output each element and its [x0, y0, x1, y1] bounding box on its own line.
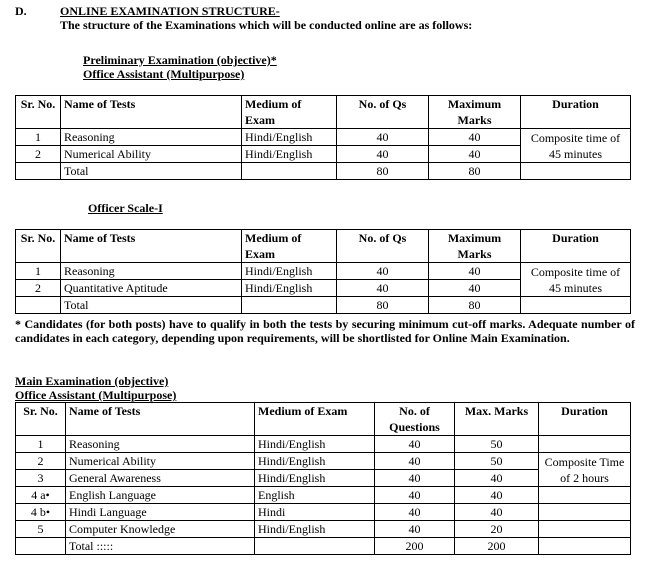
table-row: 2 Numerical Ability Hindi/English 40 50 Composite Time of 2 hours	[16, 453, 631, 470]
qualification-note: * Candidates (for both posts) have to qualify in both the tests by securing minimum cut-off marks. Adequate number of candidates in each category, depending upon requirements, will be shortlisted for Online Main Examination.	[15, 317, 635, 345]
main-table	[15, 402, 631, 555]
table-total-row: Total ::::: 200 200	[16, 538, 631, 555]
col-sr: Sr. No.	[16, 96, 61, 129]
col-marks: Maximum Marks	[429, 96, 521, 129]
col-name: Name of Tests	[61, 96, 242, 129]
table-total-row: Total 80 80	[16, 297, 631, 314]
officer-heading: Officer Scale-I	[88, 201, 163, 215]
col-medium: Medium of Exam	[242, 96, 337, 129]
table-header-row: Sr. No. Name of Tests Medium of Exam No. of Questions Max. Marks Duration	[16, 403, 631, 436]
table-row: 4 b• Hindi Language Hindi 40 40	[16, 504, 631, 521]
col-duration: Duration	[521, 96, 631, 129]
table-row: 1 Reasoning Hindi/English 40 40 Composite time of 45 minutes	[16, 263, 631, 280]
page-subtitle: The structure of the Examinations which will be conducted online are as follows:	[60, 18, 473, 32]
section-letter: D.	[15, 4, 27, 18]
page-title: ONLINE EXAMINATION STRUCTURE-	[60, 4, 280, 18]
col-qs: No. of Qs	[337, 96, 429, 129]
prelim-table	[15, 95, 631, 180]
table-row: 3 General Awareness Hindi/English 40 40	[16, 470, 631, 487]
main-heading: Main Examination (objective)	[15, 374, 169, 388]
table-row: 5 Computer Knowledge Hindi/English 40 20	[16, 521, 631, 538]
table-header-row: Sr. No. Name of Tests Medium of Exam No. of Qs Maximum Marks Duration	[16, 230, 631, 263]
table-row: 1 Reasoning Hindi/English 40 40 Composite time of 45 minutes	[16, 129, 631, 146]
main-subheading: Office Assistant (Multipurpose)	[15, 388, 177, 402]
table-row: 4 a• English Language English 40 40	[16, 487, 631, 504]
duration-cell: Composite Time of 2 hours	[539, 453, 631, 487]
table-header-row	[16, 96, 631, 129]
table-total-row: Total 80 80	[16, 163, 631, 180]
table-row: 2 Quantitative Aptitude Hindi/English 40 40	[16, 280, 631, 297]
prelim-heading: Preliminary Examination (objective)*	[83, 53, 277, 67]
duration-cell: Composite time of 45 minutes	[521, 263, 631, 297]
prelim-subheading: Office Assistant (Multipurpose)	[83, 67, 245, 81]
table-row: 2 Numerical Ability Hindi/English 40 40	[16, 146, 631, 163]
officer-table	[15, 229, 631, 314]
table-row: 1 Reasoning Hindi/English 40 50	[16, 436, 631, 453]
duration-cell: Composite time of 45 minutes	[521, 129, 631, 163]
